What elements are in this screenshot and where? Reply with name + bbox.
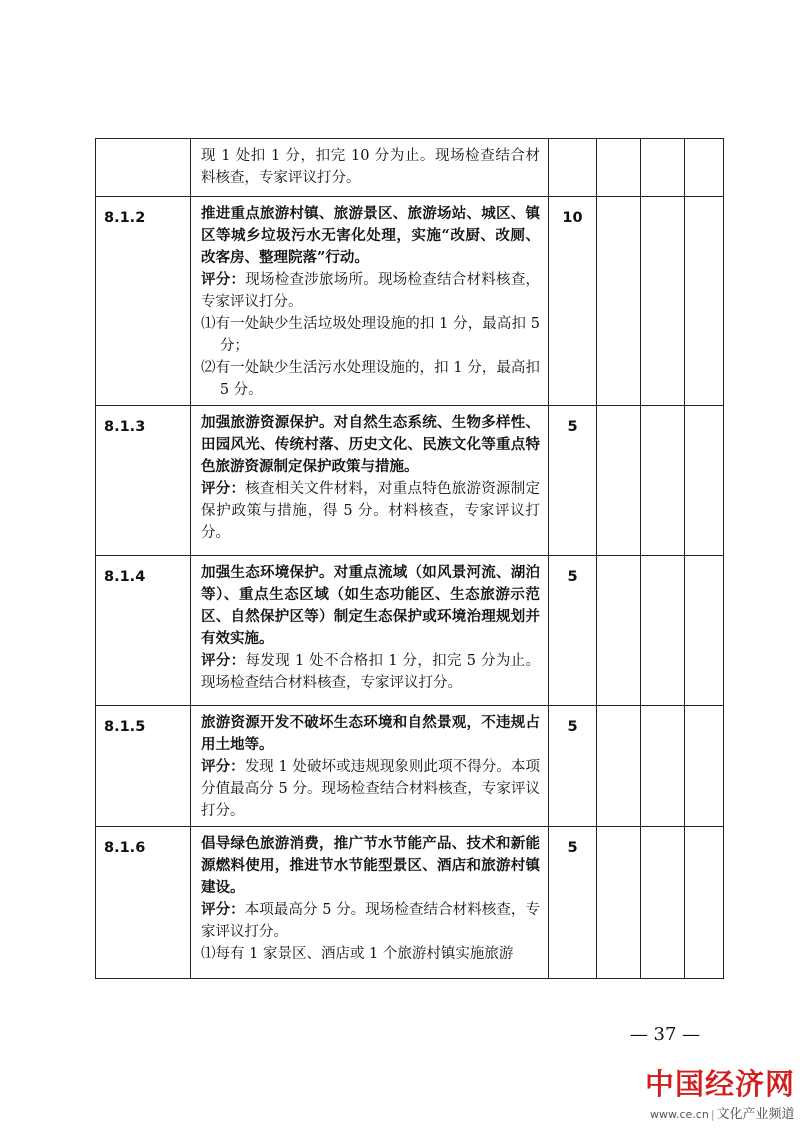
content-text: 现 1 处扣 1 分，扣完 10 分为止。现场检查结合材料核查，专家评议打分。 [201, 148, 540, 186]
scoring-label: 评分： [201, 901, 245, 918]
remark-cell [685, 706, 724, 827]
scoring-rule [201, 899, 540, 943]
requirement-text: 旅游资源开发不破坏生态环境和自然景观，不违规占用土地等。 [201, 714, 540, 753]
item-code: 8.1.3 [96, 406, 191, 556]
scoring-rule [201, 650, 540, 694]
scoring-label: 评分： [201, 758, 245, 775]
item-content [191, 139, 549, 197]
channel-name: 文化产业频道 [716, 1107, 795, 1122]
item-code: 8.1.4 [96, 556, 191, 706]
self-score-cell [597, 406, 641, 556]
scoring-rule [201, 756, 540, 822]
table-row [96, 706, 724, 827]
table-row [96, 197, 724, 406]
scoring-label: 评分： [201, 271, 246, 288]
scoring-text: 每发现 1 处不合格扣 1 分，扣完 5 分为止。现场检查结合材料核查，专家评议打分。 [201, 653, 540, 691]
review-score-cell [641, 827, 685, 979]
review-score-cell [641, 556, 685, 706]
review-score-cell [641, 197, 685, 406]
scoring-text: 发现 1 处破坏或违规现象则此项不得分。本项分值最高分 5 分。现场检查结合材料核查，专家评议打分。 [201, 759, 540, 819]
table-row [96, 406, 724, 556]
evaluation-table [95, 138, 724, 979]
remark-cell [685, 197, 724, 406]
tagline-separator: | [710, 1108, 715, 1121]
requirement-text: 倡导绿色旅游消费，推广节水节能产品、技术和新能源燃料使用，推进节水节能型景区、酒店和旅游村镇建设。 [201, 835, 540, 896]
scoring-item: ⑵有一处缺少生活污水处理设施的，扣 1 分，最高扣 5 分。 [201, 360, 540, 398]
scoring-label: 评分： [201, 652, 246, 669]
item-content [191, 406, 549, 556]
item-code: 8.1.6 [96, 827, 191, 979]
item-score: 5 [549, 556, 597, 706]
item-content [191, 827, 549, 979]
table-row [96, 556, 724, 706]
site-url: www.ce.cn [650, 1108, 709, 1121]
item-code: 8.1.5 [96, 706, 191, 827]
scoring-text: 现场检查涉旅场所。现场检查结合材料核查，专家评议打分。 [201, 272, 540, 310]
requirement-text: 加强生态环境保护。对重点流域（如风景河流、湖泊等）、重点生态区域（如生态功能区、生态旅游示范区、自然保护区等）制定生态保护或环境治理规划并有效实施。 [201, 564, 540, 647]
item-score: 5 [549, 827, 597, 979]
site-tagline [650, 1103, 795, 1122]
site-logo: 中国经济网 [645, 1067, 796, 1101]
item-score: 5 [549, 406, 597, 556]
scoring-item: ⑴每有 1 家景区、酒店或 1 个旅游村镇实施旅游 [201, 946, 514, 962]
table-row [96, 827, 724, 979]
item-code [96, 139, 191, 197]
self-score-cell [597, 139, 641, 197]
item-content [191, 197, 549, 406]
scoring-label: 评分： [201, 480, 246, 497]
review-score-cell [641, 139, 685, 197]
requirement-text: 加强旅游资源保护。对自然生态系统、生物多样性、田园风光、传统村落、历史文化、民族文化等重点特色旅游资源制定保护政策与措施。 [201, 414, 540, 475]
remark-cell [685, 556, 724, 706]
item-score: 10 [549, 197, 597, 406]
scoring-item: ⑴有一处缺少生活垃圾处理设施的扣 1 分，最高扣 5 分； [201, 316, 540, 354]
scoring-text: 本项最高分 5 分。现场检查结合材料核查，专家评议打分。 [201, 902, 540, 940]
item-content [191, 556, 549, 706]
self-score-cell [597, 827, 641, 979]
scoring-rule [201, 478, 540, 544]
item-content [191, 706, 549, 827]
requirement-text: 推进重点旅游村镇、旅游景区、旅游场站、城区、镇区等城乡垃圾污水无害化处理，实施“改厨、改厕、改客房、整理院落”行动。 [201, 205, 540, 266]
item-score: 5 [549, 706, 597, 827]
item-score [549, 139, 597, 197]
item-code: 8.1.2 [96, 197, 191, 406]
review-score-cell [641, 706, 685, 827]
remark-cell [685, 406, 724, 556]
review-score-cell [641, 406, 685, 556]
self-score-cell [597, 706, 641, 827]
self-score-cell [597, 197, 641, 406]
remark-cell [685, 827, 724, 979]
self-score-cell [597, 556, 641, 706]
page-number: — 37 — [629, 1024, 701, 1045]
scoring-rule [201, 269, 540, 313]
table-row [96, 139, 724, 197]
scoring-text: 核查相关文件材料，对重点特色旅游资源制定保护政策与措施，得 5 分。材料核查，专家评议打分。 [201, 481, 540, 541]
remark-cell [685, 139, 724, 197]
